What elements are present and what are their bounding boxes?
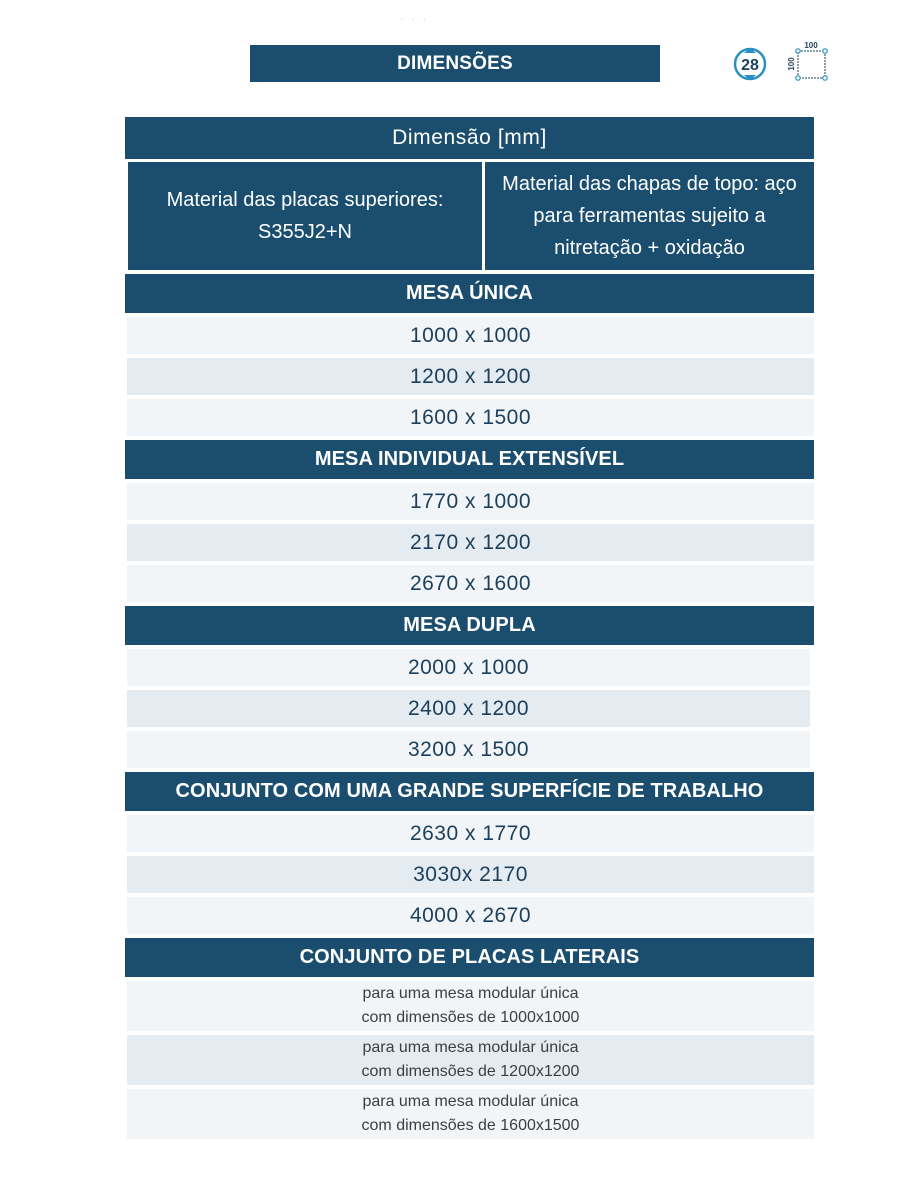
- row-text-line: para uma mesa modular única: [362, 985, 579, 1002]
- table-row: [127, 1035, 814, 1085]
- badge-number: 28: [741, 57, 759, 74]
- table-row: 1000 x 1000: [127, 317, 814, 354]
- table-row: [127, 1089, 814, 1139]
- table-row: 1770 x 1000: [127, 483, 814, 520]
- dimensions-table: [125, 117, 814, 1139]
- table-main-header: Dimensão [mm]: [125, 117, 814, 159]
- table-row: [127, 981, 814, 1031]
- row-text-line: com dimensões de 1000x1000: [361, 1009, 580, 1026]
- badge-height-label: 100: [787, 57, 796, 71]
- section-header-extendable-table: MESA INDIVIDUAL EXTENSÍVEL: [125, 440, 814, 479]
- table-row: 2400 x 1200: [127, 690, 810, 727]
- table-row: 2000 x 1000: [127, 649, 810, 686]
- row-text-line: para uma mesa modular única: [362, 1039, 579, 1056]
- table-row: 4000 x 2670: [127, 897, 814, 934]
- grid-dimension-badge: [733, 42, 833, 84]
- table-column-headers: [125, 162, 814, 270]
- grid-dimension-icon: [733, 42, 833, 84]
- table-row: 3200 x 1500: [127, 731, 810, 768]
- table-row: 3030x 2170: [127, 856, 814, 893]
- table-row: 2630 x 1770: [127, 815, 814, 852]
- table-row: 1200 x 1200: [127, 358, 814, 395]
- section-header-single-table: MESA ÚNICA: [125, 274, 814, 313]
- row-text-line: com dimensões de 1200x1200: [361, 1063, 580, 1080]
- table-row: 2670 x 1600: [127, 565, 814, 602]
- badge-width-label: 100: [804, 42, 818, 50]
- section-header-double-table: MESA DUPLA: [125, 606, 814, 645]
- decorative-dots: ···: [400, 14, 434, 25]
- column-header-top-plates: Material das placas superiores: S355J2+N: [128, 162, 482, 270]
- page-title: DIMENSÕES: [250, 45, 660, 82]
- section-header-large-surface-set: CONJUNTO COM UMA GRANDE SUPERFÍCIE DE TRABALHO: [125, 772, 814, 811]
- table-row: 2170 x 1200: [127, 524, 814, 561]
- column-header-end-plates: Material das chapas de topo: aço para ferramentas sujeito a nitretação + oxidação: [485, 162, 814, 270]
- row-text-line: para uma mesa modular única: [362, 1093, 579, 1110]
- row-text-line: com dimensões de 1600x1500: [361, 1117, 580, 1134]
- section-header-side-plates-set: CONJUNTO DE PLACAS LATERAIS: [125, 938, 814, 977]
- table-row: 1600 x 1500: [127, 399, 814, 436]
